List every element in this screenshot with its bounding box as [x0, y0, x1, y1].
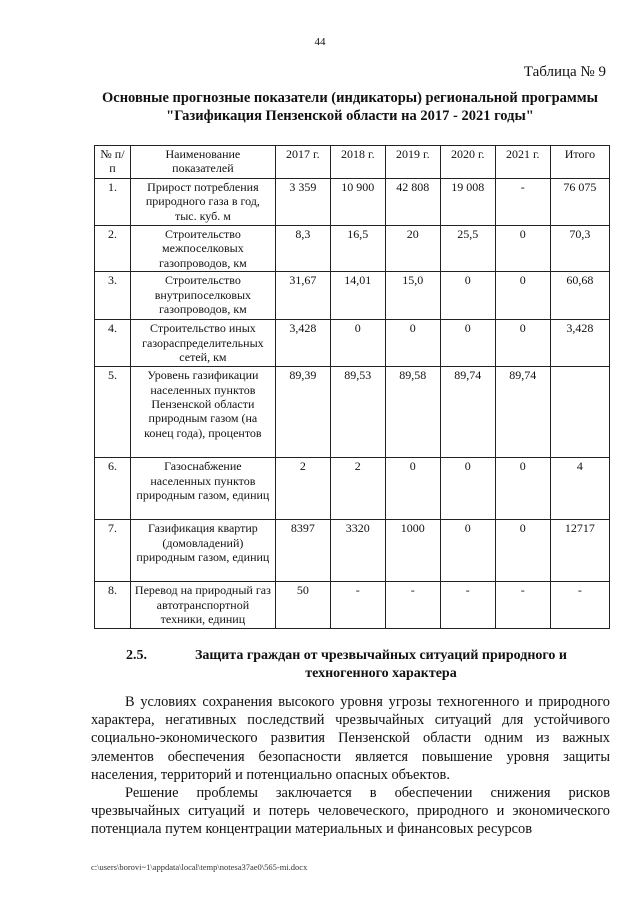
cell-2019: 42 808 — [385, 179, 440, 226]
page-number: 44 — [314, 36, 326, 48]
table-row — [95, 320, 610, 367]
cell-2017: 8,3 — [275, 226, 330, 272]
header-2018: 2018 г. — [330, 146, 385, 179]
cell-number: 4. — [95, 320, 131, 367]
cell-2017: 8397 — [275, 520, 330, 582]
cell-2019: 89,58 — [385, 367, 440, 458]
cell-2020: 0 — [440, 272, 495, 320]
indicators-table — [94, 145, 610, 629]
cell-number: 5. — [95, 367, 131, 458]
table-row — [95, 582, 610, 629]
cell-2019: - — [385, 582, 440, 629]
cell-2021: 89,74 — [495, 367, 550, 458]
cell-2019: 0 — [385, 458, 440, 520]
table-row — [95, 179, 610, 226]
cell-2020: 0 — [440, 458, 495, 520]
cell-2021: 0 — [495, 272, 550, 320]
cell-2018: - — [330, 582, 385, 629]
cell-name: Строительство внутрипоселковых газопроводов, км — [130, 272, 275, 320]
cell-2017: 2 — [275, 458, 330, 520]
cell-name: Строительство иных газораспределительных сетей, км — [130, 320, 275, 367]
cell-2021: - — [495, 582, 550, 629]
cell-2017: 50 — [275, 582, 330, 629]
paragraph-2: Решение проблемы заключается в обеспечении снижения рисков чрезвычайных ситуаций и потерь человеческого, природного и экономического потенциала путем концентрации материальных и финансовых ресурсов — [91, 785, 610, 838]
paragraph-1: В условиях сохранения высокого уровня угрозы техногенного и природного характера, негативных последствий чрезвычайных ситуаций для устойчивого социально-экономического развития Пензенской области одним из важных элементов обеспечения безопасности является повышение уровня защиты населения, территорий и потенциально опасных объектов. — [91, 694, 610, 783]
header-total: Итого — [550, 146, 609, 179]
table-row — [95, 272, 610, 320]
document-title-line-1: Основные прогнозные показатели (индикаторы) региональной программы — [101, 90, 599, 106]
cell-2017: 89,39 — [275, 367, 330, 458]
cell-2021: - — [495, 179, 550, 226]
cell-2021: 0 — [495, 226, 550, 272]
table-caption: Таблица № 9 — [523, 64, 606, 80]
header-2019: 2019 г. — [385, 146, 440, 179]
cell-total: 3,428 — [550, 320, 609, 367]
footer-file-path: c:\users\borovi~1\appdata\local\temp\notesa37ae0\565-mi.docx — [91, 862, 308, 872]
cell-2020: 89,74 — [440, 367, 495, 458]
cell-total: 12717 — [550, 520, 609, 582]
cell-number: 8. — [95, 582, 131, 629]
table-row — [95, 367, 610, 458]
cell-total: 70,3 — [550, 226, 609, 272]
cell-2019: 1000 — [385, 520, 440, 582]
cell-total: 4 — [550, 458, 609, 520]
document-title-line-2: "Газификация Пензенской области на 2017 - 2021 годы" — [166, 108, 534, 124]
header-name: Наименование показателей — [130, 146, 275, 179]
document-title — [60, 89, 640, 125]
cell-name: Прирост потребления природного газа в год, тыс. куб. м — [130, 179, 275, 226]
cell-2018: 14,01 — [330, 272, 385, 320]
cell-total: 60,68 — [550, 272, 609, 320]
cell-total — [550, 367, 609, 458]
cell-2021: 0 — [495, 458, 550, 520]
cell-number: 1. — [95, 179, 131, 226]
table-row — [95, 226, 610, 272]
cell-2020: 25,5 — [440, 226, 495, 272]
cell-2021: 0 — [495, 320, 550, 367]
table-row — [95, 458, 610, 520]
header-number: № п/п — [95, 146, 131, 179]
section-title: Защита граждан от чрезвычайных ситуаций природного и техногенного характера — [195, 648, 567, 681]
cell-2019: 20 — [385, 226, 440, 272]
cell-2020: 0 — [440, 320, 495, 367]
cell-2018: 16,5 — [330, 226, 385, 272]
cell-total: 76 075 — [550, 179, 609, 226]
header-2021: 2021 г. — [495, 146, 550, 179]
header-2020: 2020 г. — [440, 146, 495, 179]
cell-2018: 2 — [330, 458, 385, 520]
cell-2020: 19 008 — [440, 179, 495, 226]
section-number: 2.5. — [126, 648, 147, 663]
cell-name: Перевод на природный газ автотранспортной техники, единиц — [130, 582, 275, 629]
cell-2018: 89,53 — [330, 367, 385, 458]
cell-number: 7. — [95, 520, 131, 582]
section-heading — [126, 647, 606, 683]
cell-2018: 10 900 — [330, 179, 385, 226]
cell-number: 3. — [95, 272, 131, 320]
cell-2019: 0 — [385, 320, 440, 367]
table-row — [95, 520, 610, 582]
cell-2018: 3320 — [330, 520, 385, 582]
body-text — [91, 693, 610, 839]
cell-name: Газификация квартир (домовладений) природным газом, единиц — [130, 520, 275, 582]
cell-2020: - — [440, 582, 495, 629]
header-2017: 2017 г. — [275, 146, 330, 179]
cell-number: 2. — [95, 226, 131, 272]
cell-total: - — [550, 582, 609, 629]
cell-name: Строительство межпоселковых газопроводов, км — [130, 226, 275, 272]
cell-name: Газоснабжение населенных пунктов природным газом, единиц — [130, 458, 275, 520]
cell-name: Уровень газификации населенных пунктов Пензенской области природным газом (на конец года), процентов — [130, 367, 275, 458]
cell-2017: 31,67 — [275, 272, 330, 320]
cell-2017: 3,428 — [275, 320, 330, 367]
cell-number: 6. — [95, 458, 131, 520]
cell-2020: 0 — [440, 520, 495, 582]
cell-2017: 3 359 — [275, 179, 330, 226]
cell-2018: 0 — [330, 320, 385, 367]
cell-2021: 0 — [495, 520, 550, 582]
table-header-row — [95, 146, 610, 179]
cell-2019: 15,0 — [385, 272, 440, 320]
